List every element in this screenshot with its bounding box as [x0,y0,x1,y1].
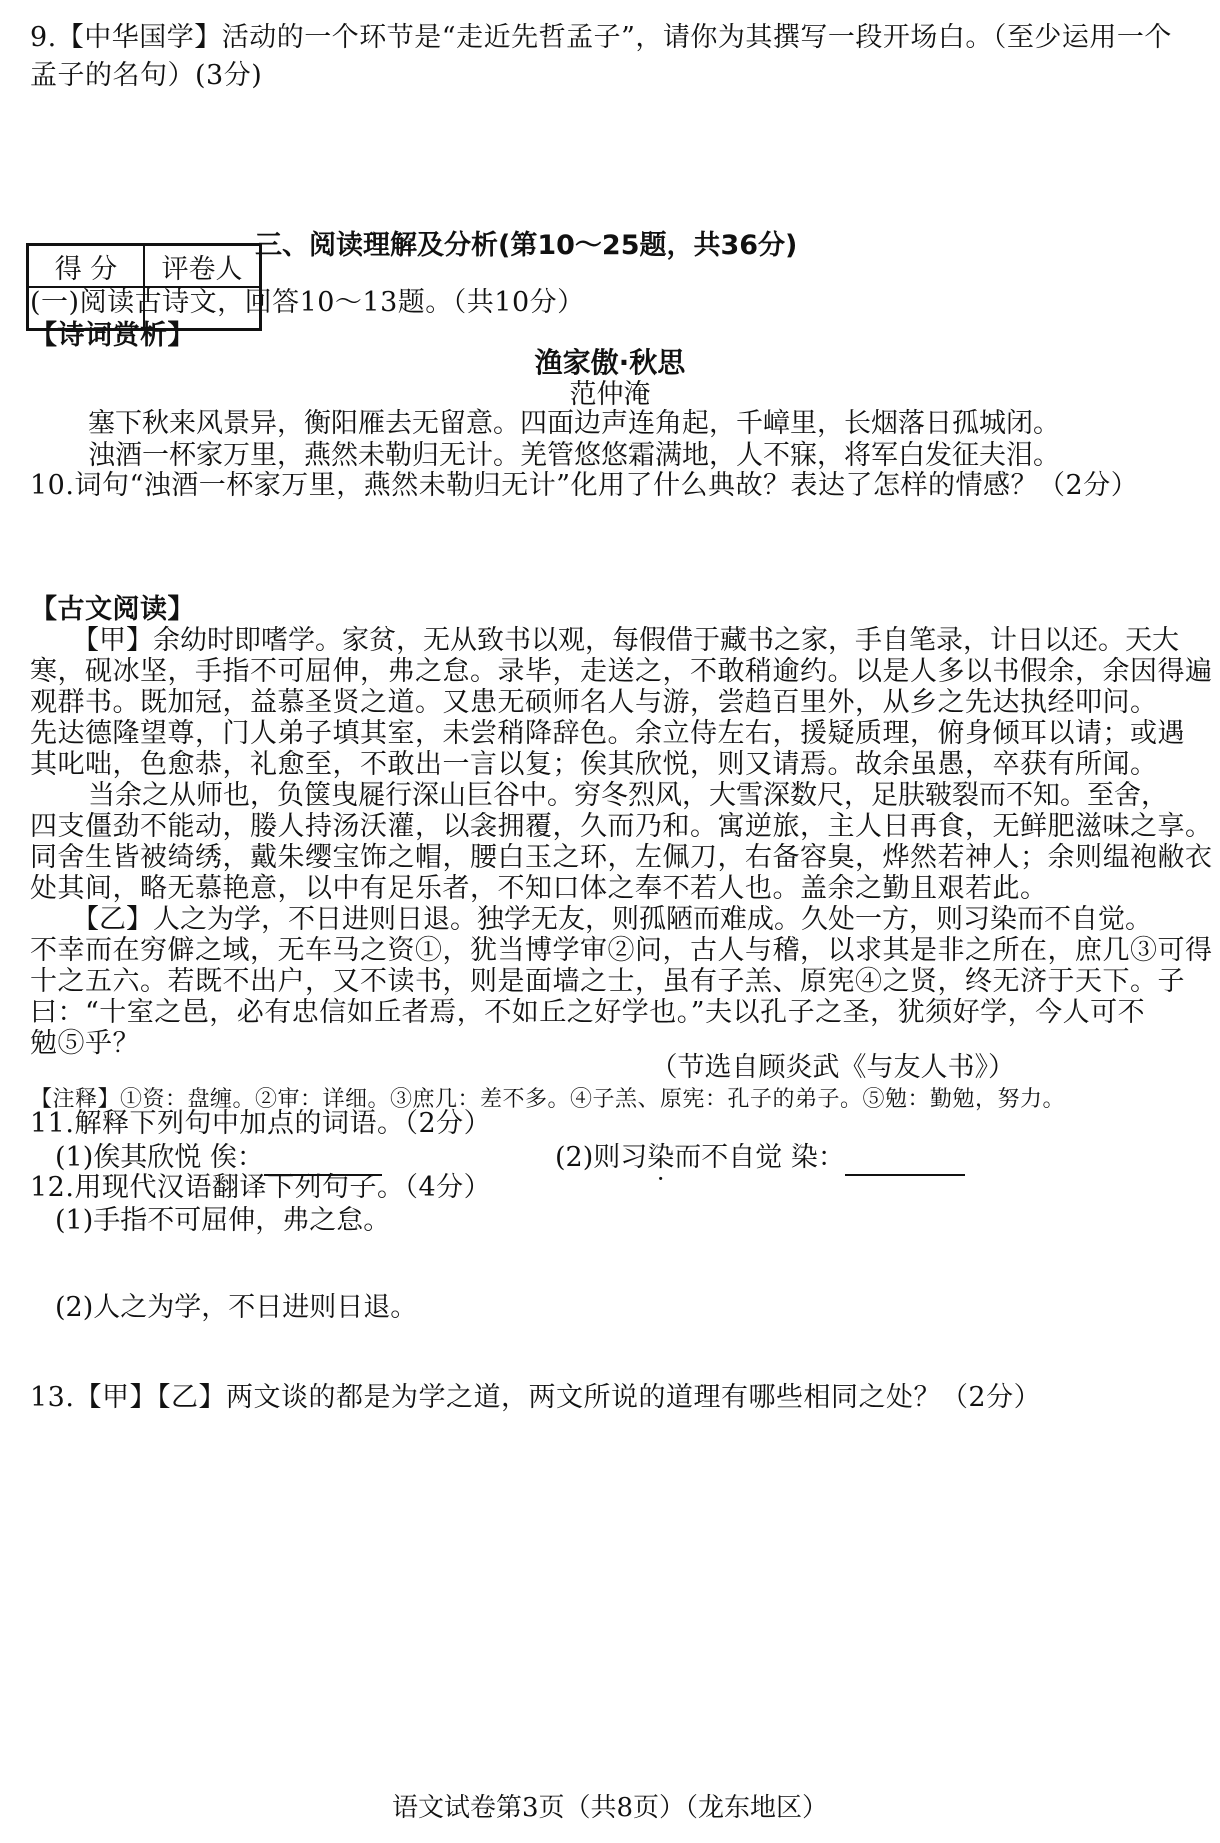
classical-label: 【古文阅读】 [30,594,195,625]
yi-line: 【乙】人之为学，不日进则日退。独学无友，则孤陋而难成。久处一方，则习染而不自觉。 [72,904,1152,935]
part-1-intro: (一)阅读古诗文，回答10～13题。（共10分） [30,287,585,318]
jia-line: 其叱咄，色愈恭，礼愈至，不敢出一言以复；俟其欣悦，则又请焉。故余虽愚，卒获有所闻。 [30,749,1158,780]
q11-item-2-text: 而不自觉 染： [674,1142,845,1173]
score-label: 得 分 [28,245,145,288]
q10: 10.词句“浊酒一杯家万里，燕然未勒归无计”化用了什么典故？表达了怎样的情感？（2分） [30,470,1139,501]
jia-line: 处其间，略无慕艳意，以中有足乐者，不知口体之奉不若人也。盖余之勤且艰若此。 [30,873,1048,904]
dotted-char: 俟 [93,1142,121,1173]
source-citation: （节选自顾炎武《与友人书》） [650,1052,1015,1083]
yi-line: 曰：“十室之邑，必有忠信如丘者焉，不如丘之好学也。”夫以孔子之圣，犹须好学，今人可不 [30,997,1146,1028]
q11-item-1-prefix: (1) [55,1142,94,1173]
page-footer: 语文试卷第3页（共8页）（龙东地区） [391,1793,829,1823]
q11-item-2-prefix: (2)则习 [555,1142,648,1173]
jia-line: 寒，砚冰坚，手指不可屈伸，弗之怠。录毕，走送之，不敢稍逾约。以是人多以书假余，余因得遍 [30,656,1213,687]
poem-line: 塞下秋来风景异，衡阳雁去无留意。四面边声连角起，千嶂里，长烟落日孤城闭。 [88,408,1060,439]
q11-item-2 [555,1140,965,1176]
jia-line: 同舍生皆被绮绣，戴朱缨宝饰之帽，腰白玉之环，左佩刀，右备容臭，烨然若神人；余则缊袍敝衣 [30,842,1213,873]
poem-title: 渔家傲·秋思 [534,346,686,379]
q9-line-1: 9.【中华国学】活动的一个环节是“走近先哲孟子”，请你为其撰写一段开场白。（至少运用一个 [30,22,1172,53]
q13: 13.【甲】【乙】两文谈的都是为学之道，两文所说的道理有哪些相同之处？（2分） [30,1382,1042,1413]
jia-line: 四支僵劲不能动，媵人持汤沃灌，以衾拥覆，久而乃和。寓逆旅，主人日再食，无鲜肥滋味之享。 [30,811,1213,842]
jia-line: 观群书。既加冠，益慕圣贤之道。又患无硕师名人与游，尝趋百里外，从乡之先达执经叩问。 [30,687,1158,718]
poem-line: 浊酒一杯家万里，燕然未勒归无计。羌管悠悠霜满地，人不寐，将军白发征夫泪。 [88,440,1060,471]
jia-line: 【甲】余幼时即嗜学。家贫，无从致书以观，每假借于藏书之家，手自笔录，计日以还。天大 [72,625,1179,656]
q11-item-1-text: 其欣悦 俟： [120,1142,264,1173]
q11-answer-2[interactable] [845,1146,965,1176]
poem-label: 【诗词赏析】 [30,320,195,351]
yi-line: 勉⑤乎？ [30,1028,140,1059]
jia-line: 先达德隆望尊，门人弟子填其室，未尝稍降辞色。余立侍左右，援疑质理，俯身倾耳以请；或遇 [30,718,1185,749]
yi-line: 十之五六。若既不出户，又不读书，则是面墙之士，虽有子羔、原宪④之贤，终无济于天下。子 [30,966,1185,997]
q11-title: 11.解释下列句中加点的词语。（2分） [30,1108,492,1139]
grader-label: 评卷人 [144,245,261,288]
dotted-char: 染 [647,1142,675,1173]
q12-title: 12.用现代汉语翻译下列句子。（4分） [30,1172,492,1203]
annotation-notes: 【注释】①资：盘缠。②审：详细。③庶几：差不多。④子羔、原宪：孔子的弟子。⑤勉：勤勉，努力。 [30,1087,1066,1112]
poem-author: 范仲淹 [569,379,651,410]
jia-line: 当余之从师也，负箧曳屣行深山巨谷中。穷冬烈风，大雪深数尺，足肤皲裂而不知。至舍， [88,780,1168,811]
section-3-title: 三、阅读理解及分析(第10～25题，共36分) [255,230,798,261]
yi-line: 不幸而在穷僻之域，无车马之资①，犹当博学审②问，古人与稽，以求其是非之所在，庶几③可得 [30,935,1213,966]
q12-item-2: (2)人之为学，不日进则日退。 [55,1292,418,1323]
q12-item-1: (1)手指不可屈伸，弗之怠。 [55,1205,391,1236]
q9-line-2: 孟子的名句）(3分) [30,60,263,91]
